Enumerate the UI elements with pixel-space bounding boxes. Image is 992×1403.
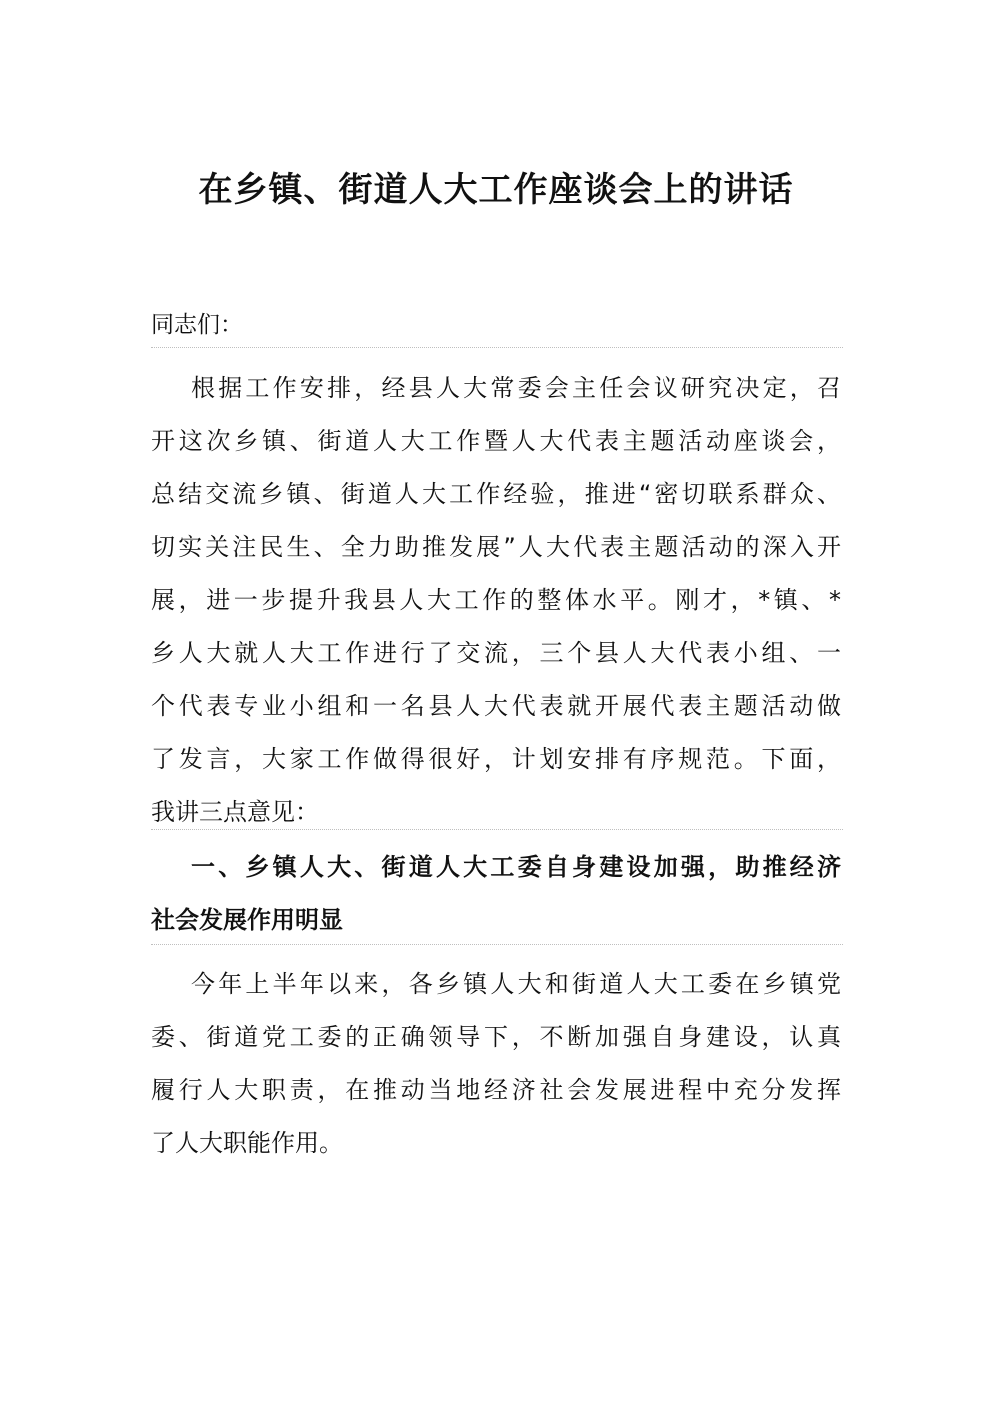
separator — [151, 944, 843, 945]
heading-line: 社会发展作用明显 — [151, 906, 343, 934]
heading-line: 一、乡镇人大、街道人大工委自身建设加强，助推经济 — [191, 853, 841, 881]
paragraph-line: 开这次乡镇、街道人大工作暨人大代表主题活动座谈会， — [151, 427, 841, 455]
paragraph-line: 履行人大职责，在推动当地经济社会发展进程中充分发挥 — [151, 1076, 841, 1104]
section-heading-1 — [151, 841, 841, 947]
paragraph-line: 今年上半年以来，各乡镇人大和街道人大工委在乡镇党 — [191, 970, 841, 998]
paragraph-line: 乡人大就人大工作进行了交流，三个县人大代表小组、一 — [151, 639, 841, 667]
paragraph-line: 根据工作安排，经县人大常委会主任会议研究决定，召 — [191, 374, 841, 402]
paragraph-line: 委、街道党工委的正确领导下，不断加强自身建设，认真 — [151, 1023, 841, 1051]
paragraph-line: 切实关注民生、全力助推发展”人大代表主题活动的深入开 — [151, 533, 841, 561]
paragraph-line: 了发言，大家工作做得很好，计划安排有序规范。下面， — [151, 745, 841, 773]
paragraph-line: 了人大职能作用。 — [151, 1129, 343, 1157]
paragraph-line: 总结交流乡镇、街道人大工作经验，推进“密切联系群众、 — [151, 480, 841, 508]
paragraph-line: 展，进一步提升我县人大工作的整体水平。刚才，*镇、* — [151, 586, 841, 614]
paragraph-1 — [151, 362, 841, 839]
document-title: 在乡镇、街道人大工作座谈会上的讲话 — [198, 170, 794, 210]
salutation: 同志们： — [151, 312, 243, 338]
separator — [151, 829, 843, 830]
paragraph-line: 个代表专业小组和一名县人大代表就开展代表主题活动做 — [151, 692, 841, 720]
separator — [151, 347, 843, 348]
paragraph-line: 我讲三点意见： — [151, 798, 319, 826]
paragraph-2 — [151, 958, 841, 1170]
